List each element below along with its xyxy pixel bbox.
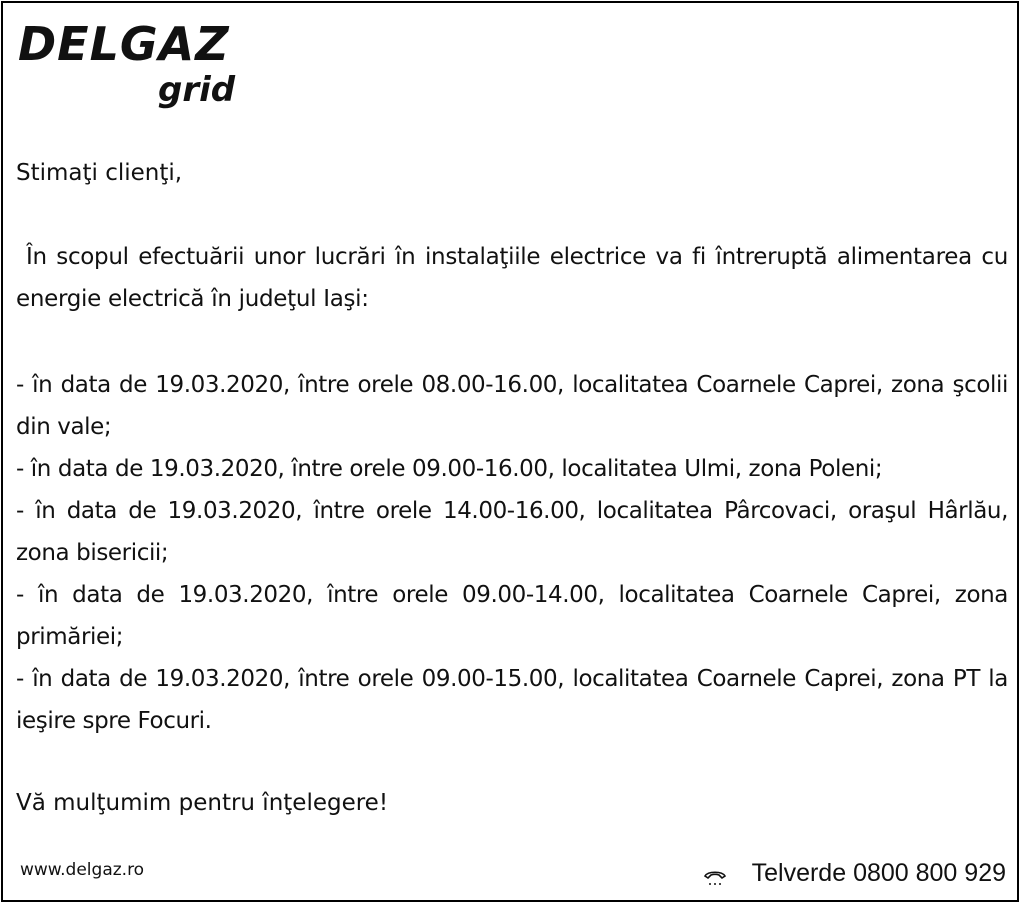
website-url: www.delgaz.ro [20,860,145,880]
outage-item: - în data de 19.03.2020, între orele 09.00-15.00, localitatea Coarnele Caprei, zona PT la ieşire spre Focuri. [16,666,1008,734]
phone-contact [702,856,1006,890]
greeting: Stimaţi clienţi, [16,160,183,186]
outage-item: - în data de 19.03.2020, între orele 14.00-16.00, localitatea Pârcovaci, oraşul Hârlău, zona bisericii; [16,498,1008,566]
outage-item: - în data de 19.03.2020, între orele 08.00-16.00, localitatea Coarnele Caprei, zona şcolii din vale; [16,372,1008,440]
outage-item: - în data de 19.03.2020, între orele 09.00-14.00, localitatea Coarnele Caprei, zona primăriei; [16,582,1008,650]
outage-item: - în data de 19.03.2020, între orele 09.00-16.00, localitatea Ulmi, zona Poleni; [16,456,883,482]
logo-subtitle: grid [158,70,236,110]
intro-paragraph: În scopul efectuării unor lucrări în instalaţiile electrice va fi întreruptă alimentarea cu energie electrică în judeţul Iaşi: [16,244,1008,312]
outage-list [16,364,1008,742]
closing-line: Vă mulţumim pentru înţelegere! [16,790,389,816]
phone-number: Telverde 0800 800 929 [751,859,1006,887]
phone-icon [702,863,728,883]
logo-wordmark: DELGAZ [18,17,230,71]
delgaz-grid-logo [18,16,258,116]
